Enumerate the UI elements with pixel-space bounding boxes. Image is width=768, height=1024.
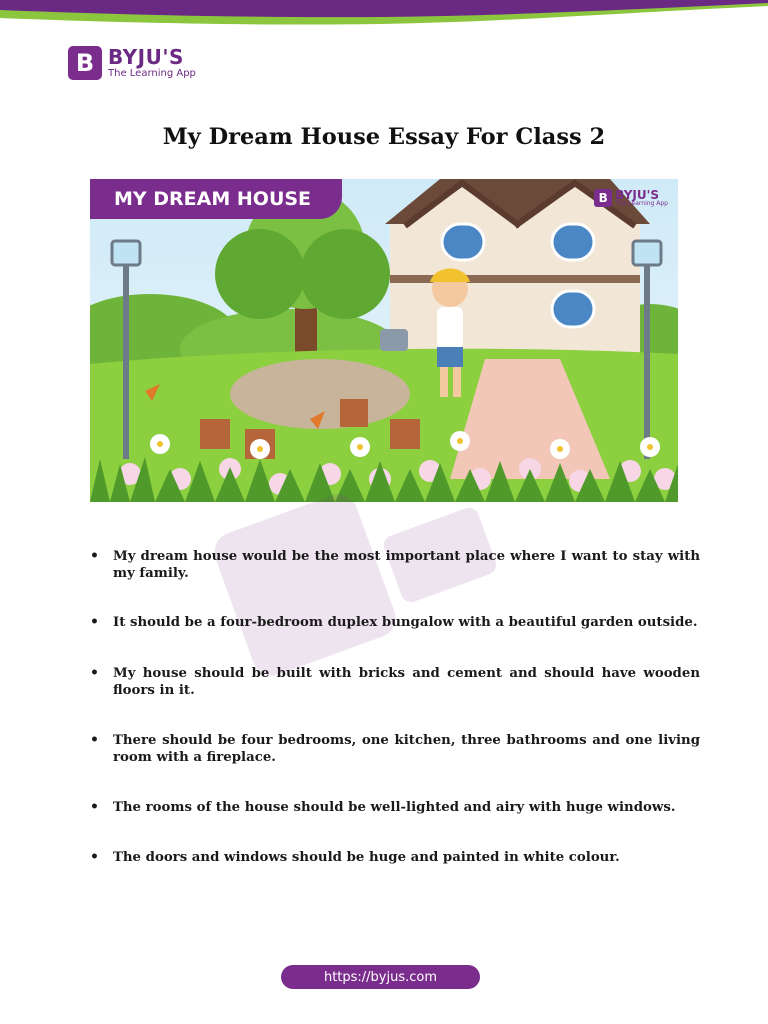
bullet-point: • <box>90 548 99 564</box>
hero-logo-tagline: The Learning App <box>615 200 668 207</box>
bullet-point: • <box>90 849 99 865</box>
essay-point <box>90 665 700 699</box>
essay-point <box>90 614 700 631</box>
bullet-point: • <box>90 732 99 748</box>
essay-point <box>90 799 700 816</box>
byjus-logo[interactable] <box>68 46 196 80</box>
essay-point-text: It should be a four-bedroom duplex bungalow with a beautiful garden outside. <box>113 615 698 630</box>
page-title: My Dream House Essay For Class 2 <box>162 124 606 150</box>
bullet-point: • <box>90 799 99 815</box>
essay-point <box>90 849 700 866</box>
essay-point-text: My house should be built with bricks and cement and should have wooden floors in it. <box>113 666 700 698</box>
essay-point-text: There should be four bedrooms, one kitchen, three bathrooms and one living room with a fireplace. <box>113 733 700 765</box>
footer-url-link[interactable]: https://byjus.com <box>281 965 480 989</box>
essay-point-text: The rooms of the house should be well-lighted and airy with huge windows. <box>113 800 676 815</box>
bullet-point: • <box>90 614 99 630</box>
essay-point <box>90 732 700 766</box>
bullet-point: • <box>90 665 99 681</box>
essay-point <box>90 548 700 582</box>
essay-point-text: The doors and windows should be huge and painted in white colour. <box>113 850 620 865</box>
garden-scene-image <box>90 179 678 502</box>
byjus-watermark-icon <box>210 490 550 690</box>
byjus-logo-tagline: The Learning App <box>108 68 196 79</box>
hero-byjus-logo <box>594 189 668 207</box>
essay-point-text: My dream house would be the most important place where I want to stay with my family. <box>113 549 700 581</box>
hero-logo-name: BYJU'S <box>615 188 659 202</box>
top-decorative-band <box>0 0 768 30</box>
hero-logo-mark: B <box>594 189 612 207</box>
hero-banner: MY DREAM HOUSE <box>90 179 342 219</box>
byjus-logo-mark: B <box>68 46 102 80</box>
byjus-logo-name: BYJU'S <box>108 45 184 69</box>
dream-house-illustration <box>90 179 678 502</box>
